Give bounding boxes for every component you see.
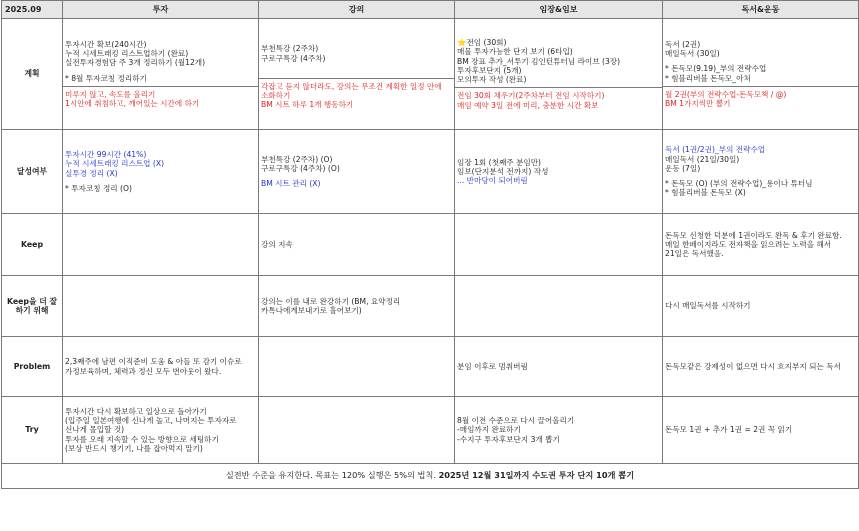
header-row	[2, 1, 859, 19]
plan-imjang-red-line: 매임 예약 3일 전에 미리, 충분한 시간 확보	[457, 100, 599, 110]
cell-divider	[663, 86, 858, 87]
try-imjang-cell	[455, 397, 663, 464]
try-invest-cell	[63, 397, 259, 464]
try-reading-cell	[663, 397, 859, 464]
keep-better-row	[2, 276, 859, 337]
problem-reading-text: 돈독모같은 강제성이 없으면 다시 흐지부지 되는 독서	[665, 361, 841, 371]
keep-better-lecture-text: 강의는 이를 내로 완강하기 (BM, 요약정리	[261, 296, 401, 306]
plan-invest-extra: * 8월 투자코칭 정리하기	[65, 73, 147, 83]
plan-lecture-line: 구로구특강 (4주차)	[261, 53, 326, 63]
plan-row-label: 계획	[2, 19, 63, 130]
plan-invest-red-line: 미루지 않고, 속도를 올리기	[65, 89, 156, 99]
achieved-invest-line: 실투경 정리 (X)	[65, 168, 118, 178]
achieved-row-label: 달성여부	[2, 130, 63, 214]
keep-reading-text: 돈독모 신청한 덕분에 1권이라도 완독 & 후기 완료함.	[665, 230, 842, 240]
plan-imjang-line: 전임 (30회)	[466, 38, 507, 48]
achieved-invest-cell	[63, 130, 259, 214]
plan-lecture-red-line: 각잡고 듣지 않더라도, 강의는 무조건 계획한 일정 안에 소화하기	[261, 81, 442, 101]
achieved-lecture-line: 부천특강 (2주차) (O)	[261, 154, 333, 164]
retrospective-table	[1, 0, 859, 489]
plan-imjang-line: 투자후보단지 (5개)	[457, 65, 522, 75]
plan-reading-extra: * 힘블리버블 돈독모_아처	[665, 73, 751, 83]
keep-reading-cell	[663, 214, 859, 276]
achieved-row	[2, 130, 859, 214]
try-invest-line: (보상 반드시 챙기기, 나를 잡아먹지 말기)	[65, 443, 203, 453]
achieved-imjang-line: ... 반마당이 되어버림	[457, 176, 528, 186]
keep-better-lecture-text: 카톡나에게보내기로 홀어보기)	[261, 306, 362, 315]
plan-imjang-line: 모의투자 작성 (완료)	[457, 75, 527, 85]
achieved-invest-line: 누적 시세트래킹 리스트업 (X)	[65, 159, 165, 169]
footer-goal	[2, 464, 859, 489]
plan-invest-cell	[63, 19, 259, 130]
achieved-reading-extra: * 힘블리버블 돈독모 (X)	[665, 188, 746, 198]
plan-invest-line: 투자시간 확보(240시간)	[65, 39, 147, 49]
cell-divider	[259, 78, 454, 79]
plan-row	[2, 19, 859, 130]
plan-reading-cell	[663, 19, 859, 130]
footer-row	[2, 464, 859, 489]
achieved-invest-extra: * 투자코칭 정리 (O)	[65, 183, 132, 193]
try-row-label: Try	[2, 397, 63, 464]
header-lecture: 강의	[259, 1, 455, 19]
header-reading: 독서&운동	[663, 1, 859, 19]
problem-imjang-text: 분임 이후로 멈춰버림	[457, 361, 528, 371]
try-imjang-line: -매임까지 완료하기	[457, 425, 521, 435]
plan-invest-red-line: 1시안에 취침하고, 깨어있는 시간에 하기	[65, 98, 200, 108]
keep-better-reading-cell	[663, 276, 859, 337]
plan-reading-line: 매일독서 (30일)	[665, 49, 720, 59]
try-row	[2, 397, 859, 464]
plan-imjang-line: 매물 투자가능한 단지 보기 (6타입)	[457, 47, 573, 57]
plan-reading-red-line: BM 1가지씩만 뽑기	[665, 98, 731, 108]
achieved-reading-line: 독서 (1권/2권)_부의 전략수업	[665, 145, 766, 155]
plan-lecture-red-line: BM 시트 하루 1개 행동하기	[261, 100, 354, 110]
try-lecture-cell	[259, 397, 455, 464]
plan-invest-line: 누적 시세트래킹 리스트업하기 (완료)	[65, 49, 189, 59]
try-invest-line: 투자시간 다시 확보하고 일상으로 돌아가기	[65, 406, 207, 416]
problem-lecture-cell	[259, 337, 455, 397]
keep-invest-cell	[63, 214, 259, 276]
star-icon: ⭐	[457, 38, 467, 48]
cell-divider	[455, 87, 662, 88]
problem-invest-cell	[63, 337, 259, 397]
keep-row	[2, 214, 859, 276]
try-imjang-line: -수지구 투자후보단지 3개 뽑기	[457, 434, 560, 444]
keep-imjang-cell	[455, 214, 663, 276]
keep-better-imjang-cell	[455, 276, 663, 337]
cell-divider	[63, 86, 258, 87]
problem-reading-cell	[663, 337, 859, 397]
keep-lecture-cell	[259, 214, 455, 276]
footer-bold-text: 2025년 12월 31일까지 수도권 투자 단지 10개 뽑기	[438, 470, 635, 481]
achieved-lecture-line: 구로구특강 (4주차) (O)	[261, 163, 340, 173]
try-reading-text: 돈독모 1권 + 추가 1권 = 2권 꼭 읽기	[665, 425, 793, 435]
try-invest-line: 투자를 오래 지속할 수 있는 방향으로 세팅하기	[65, 434, 219, 444]
problem-row	[2, 337, 859, 397]
plan-reading-red-line: 월 2권(부의 전략수업-돈독모책 / @)	[665, 89, 787, 99]
footer-normal-text: 실전반 수준을 유지한다. 목표는 120% 실행은 5%의 법칙.	[225, 470, 436, 481]
achieved-reading-cell	[663, 130, 859, 214]
plan-imjang-line: BM 장표 추가_서투기 김인턴튜터님 라이브 (3장)	[457, 56, 621, 66]
achieved-imjang-cell	[455, 130, 663, 214]
plan-imjang-red-line: 전임 30회 채우기(2주차부터 전임 시작하기)	[457, 91, 605, 101]
achieved-imjang-line: 임보(단지분석 전까지) 작성	[457, 166, 549, 176]
achieved-invest-line: 투자시간 99시간 (41%)	[65, 150, 147, 160]
problem-invest-text: 2,3째주에 남편 이직준비 도움 & 아들 또 감기 이슈로 가정보육하며, 체력과 정신 모두 번아웃이 왔다.	[65, 357, 242, 376]
try-imjang-line: 8월 이전 수준으로 다시 끌어올리기	[457, 416, 575, 426]
achieved-reading-line: 운동 (7일)	[665, 163, 701, 173]
keep-row-label: Keep	[2, 214, 63, 276]
plan-lecture-line: 부천특강 (2주차)	[261, 44, 319, 54]
keep-lecture-text: 강의 지속	[261, 239, 293, 249]
plan-lecture-cell	[259, 19, 455, 130]
keep-better-reading-text: 다시 매일독서를 시작하기	[665, 301, 751, 311]
keep-reading-text: 매일 한페이지라도 전자책을 읽으려는 노력을 해서 21일은 독서했음.	[665, 239, 832, 259]
achieved-reading-extra: * 돈독모 (O) (부의 전략수업)_용이나 튜터님	[665, 179, 813, 189]
plan-reading-extra: * 돈독모(9.19)_부의 전략수업	[665, 64, 767, 74]
achieved-reading-line: 매일독서 (21일/30일)	[665, 154, 740, 164]
header-month: 2025.09	[2, 1, 63, 19]
plan-invest-line: 실전투자경험담 주 3개 정리하기 (월12개)	[65, 58, 206, 68]
plan-reading-line: 독서 (2권)	[665, 39, 701, 49]
keep-better-invest-cell	[63, 276, 259, 337]
header-invest: 투자	[63, 1, 259, 19]
keep-better-lecture-cell	[259, 276, 455, 337]
achieved-imjang-line: 임장 1회 (첫째주 분임만)	[457, 157, 542, 167]
keep-better-row-label: Keep을 더 잘하기 위해	[2, 276, 63, 337]
try-invest-line: (입주일 일본여행에 신나게 놀고, 나머지는 투자자로 신나게 몰입할 것)	[65, 416, 237, 435]
achieved-lecture-extra: BM 시트 관리 (X)	[261, 179, 321, 189]
problem-imjang-cell	[455, 337, 663, 397]
header-imjang: 임장&임보	[455, 1, 663, 19]
problem-row-label: Problem	[2, 337, 63, 397]
plan-imjang-cell	[455, 19, 663, 130]
achieved-lecture-cell	[259, 130, 455, 214]
